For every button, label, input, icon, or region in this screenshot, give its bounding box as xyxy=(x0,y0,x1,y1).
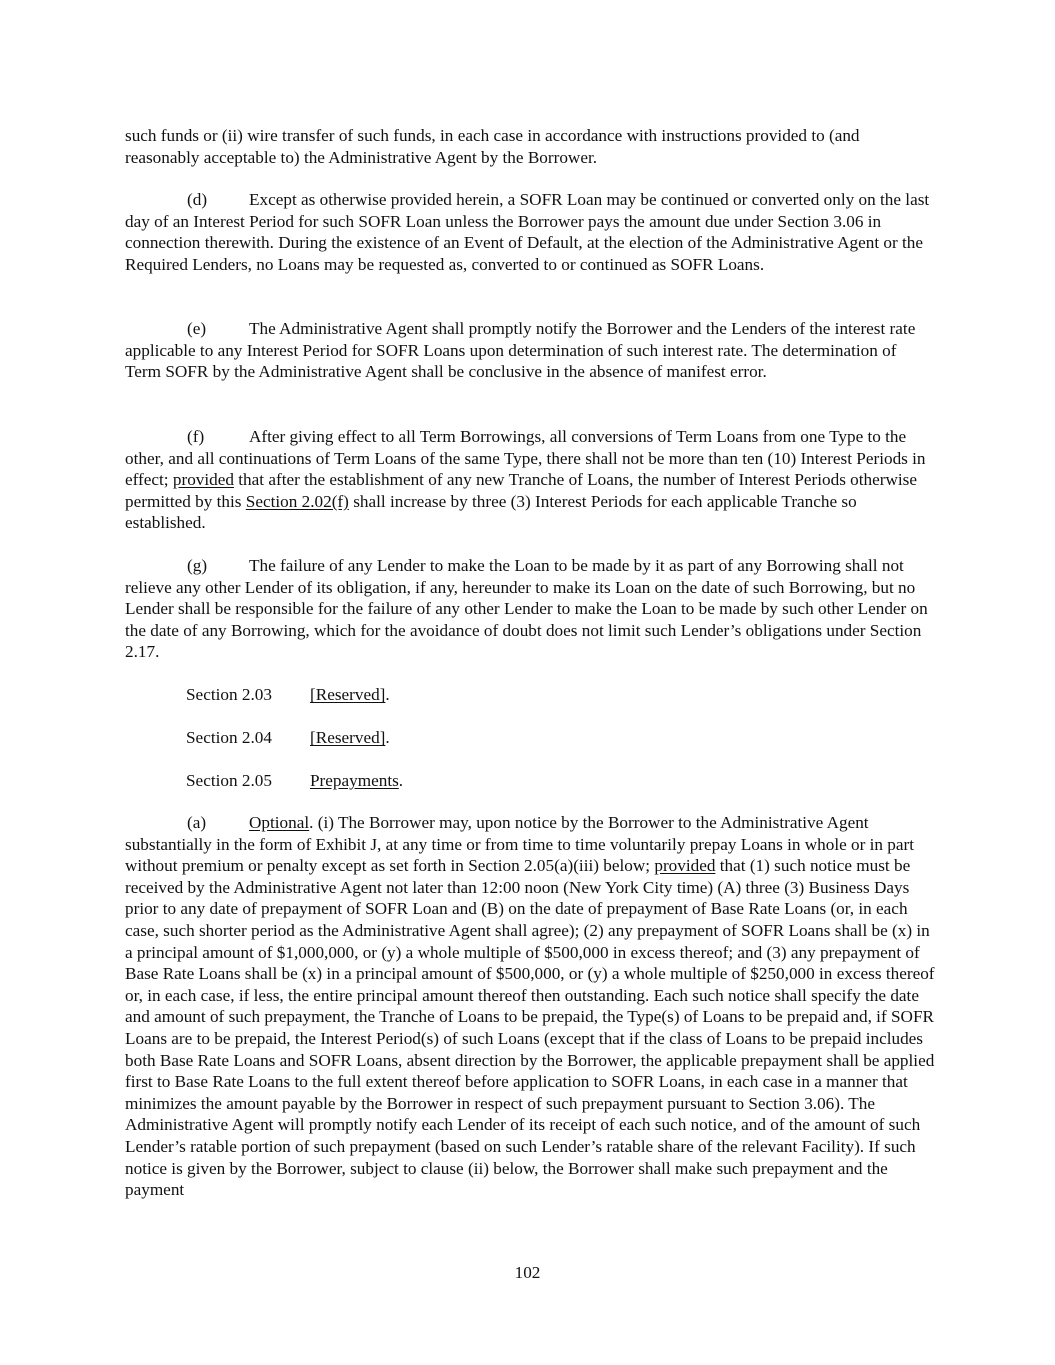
section-heading-2-03: Section 2.03 [Reserved]. xyxy=(186,685,390,704)
clause-label: (f) xyxy=(187,427,205,446)
provided-underlined: provided xyxy=(172,470,234,490)
section-reference: Section 2.02(f) xyxy=(245,491,349,511)
section-number: Section 2.05 xyxy=(186,771,272,790)
paragraph-e: (e) The Administrative Agent shall promptly notify the Borrower and the Lenders of the interest rate applicable to any Interest Period for SOFR Loans upon determination of such interest rate. The determination of Term SOFR by the Administrative Agent shall be conclusive in the absence of manifest error. xyxy=(125,319,916,382)
paragraph-f: (f) After giving effect to all Term Borrowings, all conversions of Term Loans from one Type to the other, and all continuations of Term Loans of the same Type, there shall not be more than ten (10) Interest Periods in effect; provided that after the establishment of any new Tranche of Loans, the number of Interest Periods otherwise permitted by this Section 2.02(f) shall increase by three (3) Interest Periods for each applicable Tranche so established. xyxy=(125,427,926,533)
clause-label: (g) xyxy=(187,556,208,575)
intro-paragraph: such funds or (ii) wire transfer of such funds, in each case in accordance with instructions provided to (and reasonably acceptable to) the Administrative Agent by the Borrower. xyxy=(125,126,860,167)
section-title: [Reserved] xyxy=(310,685,386,704)
optional-heading: Optional xyxy=(249,813,310,832)
section-heading-2-05: Section 2.05 Prepayments. xyxy=(186,771,404,790)
clause-label: (a) xyxy=(187,813,207,832)
paragraph-g: (g) The failure of any Lender to make the Loan to be made by it as part of any Borrowing shall not relieve any other Lender of its obligation, if any, hereunder to make its Loan on the date of such Borrowing, but no Lender shall be responsible for the failure of any other Lender to make the Loan to be made by such other Lender on the date of any Borrowing, which for the avoidance of doubt does not limit such Lender’s obligations under Section 2.17. xyxy=(125,556,928,662)
section-number: Section 2.04 xyxy=(186,728,272,747)
clause-label: (d) xyxy=(187,190,208,209)
section-title: [Reserved] xyxy=(310,728,386,747)
clause-label: (e) xyxy=(187,319,207,338)
section-heading-2-04: Section 2.04 [Reserved]. xyxy=(186,728,390,747)
page-number: 102 xyxy=(514,1263,541,1282)
section-number: Section 2.03 xyxy=(186,685,272,704)
provided-underlined: provided xyxy=(654,856,716,876)
paragraph-a: (a) Optional. (i) The Borrower may, upon notice by the Borrower to the Administrative Agent substantially in the form of Exhibit J, at any time or from time to time voluntarily prepay Loans in whole or in part without premium or penalty except as set forth in Section 2.05(a)(iii) below; provided that (1) such notice must be received by the Administrative Agent not later than 12:00 noon (New York City time) (A) three (3) Business Days prior to any date of prepayment of SOFR Loan and (B) on the date of prepayment of Base Rate Loans (or, in each case, such shorter period as the Administrative Agent shall agree); (2) any prepayment of SOFR Loans shall be (x) in a principal amount of $1,000,000, or (y) a whole multiple of $500,000 in excess thereof; and (3) any prepayment of Base Rate Loans shall be (x) in a principal amount of $500,000, or (y) a whole multiple of $250,000 in excess thereof or, in each case, if less, the entire principal amount thereof then outstanding. Each such notice shall specify the date and amount of such prepayment, the Tranche of Loans to be prepaid, the Type(s) of Loans to be prepaid and, if SOFR Loans are to be prepaid, the Interest Period(s) of such Loans (except that if the class of Loans to be prepaid includes both Base Rate Loans and SOFR Loans, absent direction by the Borrower, the applicable prepayment shall be applied first to Base Rate Loans to the full extent thereof before application to SOFR Loans, in each case in a manner that minimizes the amount payable by the Borrower in respect of such prepayment pursuant to Section 3.06). The Administrative Agent will promptly notify each Lender of its receipt of each such notice, and of the amount of such Lender’s ratable portion of such prepayment (based on such Lender’s ratable share of the relevant Facility). If such notice is given by the Borrower, subject to clause (ii) below, the Borrower shall make such prepayment and the payment xyxy=(125,813,935,1200)
paragraph-d: (d) Except as otherwise provided herein, a SOFR Loan may be continued or converted only on the last day of an Interest Period for such SOFR Loan unless the Borrower pays the amount due under Section 3.06 in connection therewith. During the existence of an Event of Default, at the election of the Administrative Agent or the Required Lenders, no Loans may be requested as, converted to or continued as SOFR Loans. xyxy=(125,190,930,274)
section-title: Prepayments xyxy=(310,771,399,790)
